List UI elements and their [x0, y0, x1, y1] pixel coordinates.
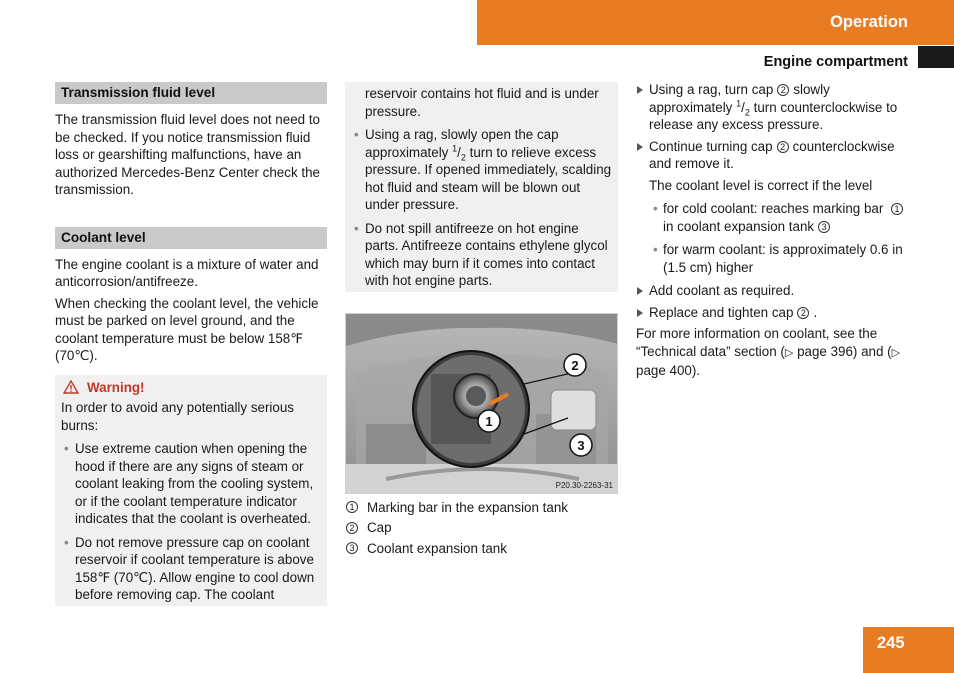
warning-bullet: • Using a rag, slowly open the cap approximately $^1/_2$ turn to relieve excess pressure. If opened immediately, scalding hot fluid and steam will be blown out under pressure.: [354, 127, 612, 212]
coolant-level-correct-text: The coolant level is correct if the level: [649, 177, 873, 193]
ref-1: 1: [891, 203, 903, 215]
column-right: [636, 81, 916, 380]
warning-title: Warning!: [87, 379, 145, 395]
step-arrow-icon: [637, 309, 643, 317]
instruction-step: Continue turning cap 2 counterclockwise and remove it.: [636, 138, 916, 173]
warning-bullet: • Do not spill antifreeze on hot engine parts. Antifreeze contains ethylene glycol which may burn if it comes into contact with hot engine parts.: [354, 220, 608, 288]
ref-2: 2: [777, 84, 789, 96]
page-number-box: [863, 627, 954, 673]
column-middle: [345, 82, 618, 557]
instruction-step: Using a rag, turn cap 2 slowly approximately $^1/_2$ turn counterclockwise to release any excess pressure.: [636, 81, 916, 134]
level-bullet: • for cold coolant: reaches marking bar 1in coolant expansion tank 3: [636, 200, 916, 235]
page-ref-link[interactable]: page 396) and (: [797, 343, 892, 359]
bullet-dot-icon: •: [64, 441, 69, 456]
transmission-heading: Transmission fluid level: [55, 82, 327, 104]
step-arrow-icon: [637, 287, 643, 295]
warning-intro: In order to avoid any potentially serious burns:: [61, 400, 294, 433]
callout-1: 1: [485, 413, 493, 429]
ref-2: 2: [777, 141, 789, 153]
engine-compartment-photo: [345, 313, 618, 494]
legend-item: 2 Cap: [345, 519, 618, 537]
warning-bullet: • Do not remove pressure cap on coolant reservoir if coolant temperature is above 158℉ (70℃). Allow engine to cool down before removing cap. The coolant: [64, 534, 315, 602]
coolant-text-1: The engine coolant is a mixture of water and anticorrosion/antifreeze.: [55, 256, 319, 289]
instruction-step: Add coolant as required.: [636, 282, 916, 300]
page-ref-link[interactable]: page 400).: [636, 363, 701, 378]
page-ref-arrow-icon: ▷: [891, 346, 901, 359]
legend-item: 3 Coolant expansion tank: [345, 540, 618, 558]
warning-continuation-box: [345, 82, 618, 292]
coolant-heading: Coolant level: [55, 227, 327, 249]
bullet-dot-icon: •: [653, 201, 658, 216]
photo-code: P20.30-2263-31: [555, 480, 613, 490]
engine-illustration: [346, 314, 618, 494]
page-subtitle: Engine compartment: [763, 54, 908, 70]
bullet-dot-icon: •: [64, 534, 69, 550]
instruction-step: Replace and tighten cap 2 .: [636, 304, 916, 322]
page-ref-arrow-icon: ▷: [784, 346, 794, 359]
step-arrow-icon: [637, 143, 643, 151]
warning-bullet: • Use extreme caution when opening the hood if there are any signs of steam or coolant leaking from the cooling system, or if the coolant temperature indicator indicates that the coolant is overheated.: [64, 441, 314, 526]
warning-box: [55, 375, 327, 606]
photo-legend: [345, 499, 618, 558]
column-left: [55, 82, 327, 606]
more-info-text: For more information on coolant, see the “Technical data” section (▷ page 396) and (▷ page 400).: [636, 326, 901, 378]
callout-3: 3: [577, 437, 585, 453]
chapter-tab: [918, 46, 954, 68]
level-bullet: • for warm coolant: is approximately 0.6 in (1.5 cm) higher: [653, 242, 903, 275]
bullet-dot-icon: •: [653, 242, 658, 257]
page-number: 245: [877, 634, 905, 652]
coolant-text-2: When checking the coolant level, the vehicle must be parked on level ground, and the coolant temperature must be below 158℉ (70℃).: [55, 295, 319, 363]
step-arrow-icon: [637, 86, 643, 94]
bullet-dot-icon: •: [354, 127, 359, 142]
callout-2: 2: [571, 357, 579, 373]
ref-2: 2: [797, 307, 809, 319]
transmission-text: The transmission fluid level does not need to be checked. If you notice transmission fluid loss or gearshifting malfunctions, have an authorized Mercedes-Benz Center check the transmission.: [55, 112, 320, 197]
legend-item: 1 Marking bar in the expansion tank: [345, 499, 618, 517]
ref-3: 3: [818, 221, 830, 233]
warning-triangle-icon: [63, 380, 79, 394]
warning-continuation-text: reservoir contains hot fluid and is under pressure.: [365, 86, 599, 119]
warning-header: [61, 379, 321, 397]
section-title: Operation: [830, 13, 908, 31]
bullet-dot-icon: •: [354, 220, 359, 236]
